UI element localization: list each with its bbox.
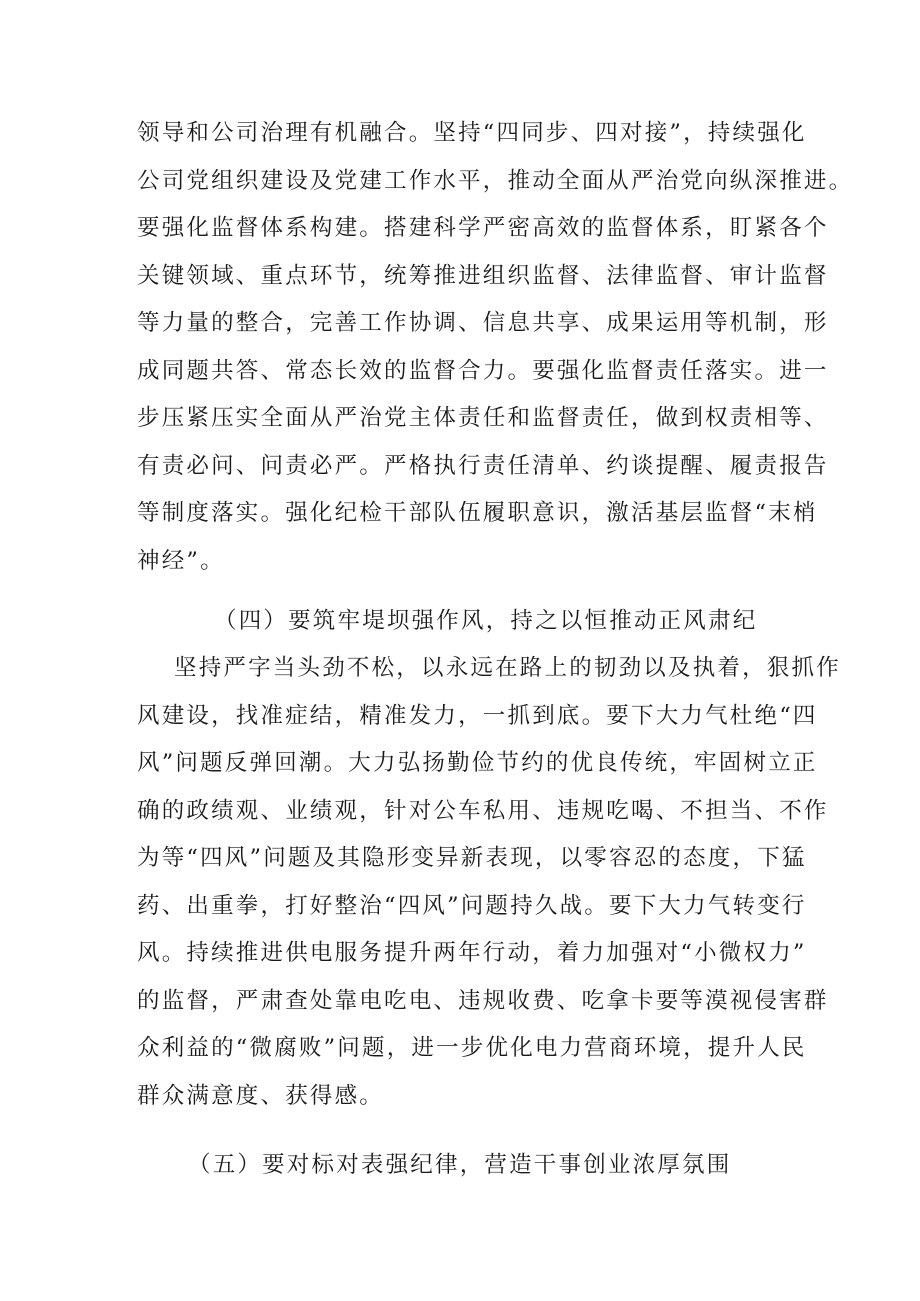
paragraph-work-style: [137, 645, 841, 1120]
text-line: 要强化监督体系构建。搭建科学严密高效的监督体系，盯紧各个: [137, 215, 829, 241]
text-line: 等制度落实。强化纪检干部队伍履职意识，激活基层监督“末梢: [137, 500, 818, 526]
text-line: 神经”。: [137, 547, 225, 574]
text-line: 关键领域、重点环节，统筹推进组织监督、法律监督、审计监督: [137, 262, 829, 289]
text-line: 风”问题反弹回潮。大力弘扬勤俭节约的优良传统，牢固树立正: [137, 750, 818, 776]
text-line: 公司党组织建设及党建工作水平，推动全面从严治党向纵深推进。: [137, 167, 854, 194]
text-line: 的监督，严肃查处靠电吃电、违规收费、吃拿卡要等漠视侵害群: [137, 987, 829, 1014]
paragraph-supervision: [137, 110, 854, 585]
text-line: 风。持续推进供电服务提升两年行动，着力加强对“小微权力”: [137, 940, 807, 966]
text-line: 为等“四风”问题及其隐形变异新表现，以零容忍的态度，下猛: [137, 845, 807, 871]
text-line: 有责必问、问责必严。严格执行责任清单、约谈提醒、履责报告: [137, 452, 829, 479]
text-line: 群众满意度、获得感。: [137, 1082, 385, 1109]
text-line: 领导和公司治理有机融合。坚持“四同步、四对接”，持续强化: [137, 120, 807, 146]
text-line: 风建设，找准症结，精准发力，一抓到底。要下大力气杜绝“四: [137, 702, 818, 729]
section-heading-5: （五）要对标对表强纪律，营造干事创业浓厚氛围: [188, 1152, 732, 1178]
text-line: 等力量的整合，完善工作协调、信息共享、成果运用等机制，形: [137, 310, 829, 336]
text-line: 成同题共答、常态长效的监督合力。要强化监督责任落实。进一: [137, 357, 829, 384]
text-line: 药、出重拳，打好整治“四风”问题持久战。要下大力气转变行: [137, 892, 807, 919]
text-line: 步压紧压实全面从严治党主体责任和监督责任，做到权责相等、: [137, 405, 829, 431]
text-line: 坚持严字当头劲不松，以永远在路上的韧劲以及执着，狠抓作: [174, 655, 841, 681]
section-heading-4: （四）要筑牢堤坝强作风，持之以恒推动正风肃纪: [214, 608, 758, 634]
text-line: 确的政绩观、业绩观，针对公车私用、违规吃喝、不担当、不作: [137, 797, 829, 824]
text-line: 众利益的“微腐败”问题，进一步优化电力营商环境，提升人民: [137, 1035, 807, 1061]
